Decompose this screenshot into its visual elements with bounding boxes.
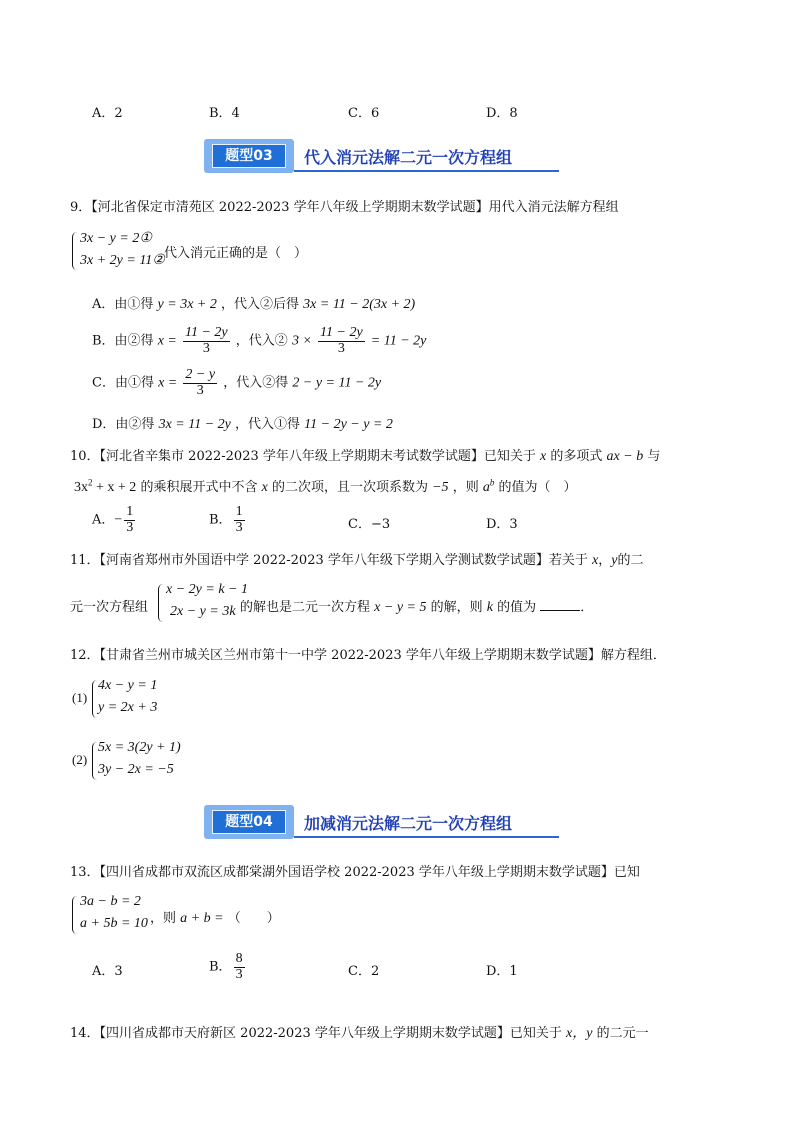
q10-a-den: 3 bbox=[126, 519, 134, 535]
q12-part2-eq2: 3y − 2x = −5 bbox=[98, 762, 174, 777]
q9-c-math2: 2 − y = 11 − 2y bbox=[292, 375, 382, 391]
q8-option-a[interactable]: A．2 bbox=[92, 106, 123, 121]
q10-var-x: x bbox=[540, 449, 547, 464]
q9-d-mid: ，代入①得 bbox=[235, 417, 301, 432]
q10-a-num: 1 bbox=[126, 504, 134, 519]
q10-ab-base: a bbox=[482, 480, 490, 495]
q12-stem: 12．【甘肃省兰州市城关区兰州市第十一中学 2022-2023 学年八年级上学期期末数学试题】解方程组． bbox=[70, 648, 666, 663]
q10-option-b[interactable] bbox=[209, 505, 247, 535]
q10-poly1: ax − b bbox=[606, 449, 644, 464]
q10-line2 bbox=[74, 476, 577, 496]
q9-eq1: 3x − y = 2① bbox=[80, 231, 152, 246]
q9-option-a[interactable] bbox=[92, 293, 415, 313]
section-title: 代入消元法解二元一次方程组 bbox=[304, 148, 513, 167]
q9-a-math2: 3x = 11 − 2(3x + 2) bbox=[303, 297, 416, 312]
q13-b-label: B． bbox=[209, 959, 232, 975]
section-tag-bg bbox=[204, 139, 294, 173]
q11-eq3: x − y = 5 bbox=[374, 600, 427, 615]
q9-option-b[interactable] bbox=[92, 326, 426, 356]
q10-b-label: B． bbox=[209, 512, 232, 528]
q13-eq2: a + 5b = 10 bbox=[80, 916, 148, 931]
q9-system-brace bbox=[72, 232, 77, 270]
section-tag-bg bbox=[204, 805, 294, 839]
q13-b-num: 8 bbox=[235, 951, 243, 966]
q10-poly2-exp: 2 bbox=[88, 477, 93, 488]
q9-eq2: 3x + 2y = 11② bbox=[80, 253, 165, 268]
q12-part1-label: (1) bbox=[72, 690, 88, 705]
q10-stem: 10．【河北省辛集市 2022-2023 学年八年级上学期期末考试数学试题】已知关于 bbox=[70, 449, 536, 464]
q10-b-fraction bbox=[234, 505, 245, 535]
q9-c-lhs: x = bbox=[158, 375, 178, 391]
section-title: 加减消元法解二元一次方程组 bbox=[304, 814, 513, 833]
q10-option-d[interactable]: D．3 bbox=[486, 517, 518, 532]
q9-c-label: C．由①得 bbox=[92, 375, 154, 391]
q13-system-brace bbox=[72, 896, 77, 934]
q9-b-math2a: 3 × bbox=[291, 333, 312, 349]
q10-a-sign: − bbox=[114, 512, 123, 528]
q12-part1-eq1: 4x − y = 1 bbox=[98, 678, 158, 693]
q10-b-den: 3 bbox=[235, 519, 243, 535]
q10-text-c: ，则 bbox=[452, 480, 479, 495]
q9-d-label: D．由②得 bbox=[92, 417, 155, 432]
q11-stem: 11．【河南省郑州市外国语中学 2022-2023 学年八年级下学期入学测试数学试题】若关于 bbox=[70, 553, 588, 568]
q13-paren: （ ） bbox=[227, 911, 280, 926]
q11-text-mid2: 的解，则 bbox=[430, 600, 483, 615]
q9-prompt: 代入消元正确的是（ ） bbox=[164, 246, 308, 261]
q13-stem: 13．【四川省成都市双流区成都棠湖外国语学校 2022-2023 学年八年级上学期期末数学试题】已知 bbox=[70, 865, 640, 880]
q11-eq2: 2x − y = 3k bbox=[170, 604, 236, 619]
q10-option-a[interactable] bbox=[92, 505, 137, 535]
q14-vars: x，y bbox=[566, 1026, 593, 1041]
q9-b-label: B．由②得 bbox=[92, 333, 154, 349]
q8-option-b[interactable]: B．4 bbox=[209, 106, 240, 121]
q9-b-fraction2 bbox=[318, 326, 365, 356]
q9-c-fraction bbox=[183, 368, 217, 398]
q13-expr: a + b = bbox=[180, 911, 224, 926]
q10-b-num: 1 bbox=[235, 504, 243, 519]
q11-system-brace bbox=[158, 584, 163, 622]
q9-b-fraction bbox=[183, 326, 230, 356]
q9-option-c[interactable] bbox=[92, 368, 381, 398]
q10-line1 bbox=[70, 445, 660, 465]
q10-poly2-base: 3x bbox=[74, 480, 88, 495]
q13-tail bbox=[150, 907, 280, 927]
q9-a-label: A．由①得 bbox=[92, 297, 154, 312]
q9-c-mid: ，代入②得 bbox=[223, 375, 289, 391]
q9-b-lhs: x = bbox=[157, 333, 177, 349]
q10-option-c[interactable]: C．−3 bbox=[348, 517, 391, 532]
q10-poly2-rest: + x + 2 bbox=[92, 480, 137, 495]
q9-b-num: 11 − 2y bbox=[185, 325, 228, 340]
q9-d-math1: 3x = 11 − 2y bbox=[158, 417, 231, 432]
q13-eq1: 3a − b = 2 bbox=[80, 894, 141, 909]
q9-d-math2: 11 − 2y − y = 2 bbox=[304, 417, 393, 432]
section-tag: 题型03 bbox=[212, 144, 286, 168]
q12-part2-brace bbox=[92, 742, 97, 780]
section-tag: 题型04 bbox=[212, 810, 286, 834]
q9-c-den: 3 bbox=[196, 382, 204, 398]
q11-eq1: x − 2y = k − 1 bbox=[166, 582, 248, 597]
q11-text-mid: 的解也是二元一次方程 bbox=[240, 600, 371, 615]
q13-b-fraction bbox=[234, 952, 245, 982]
q13-option-a[interactable]: A．3 bbox=[92, 964, 123, 979]
q11-line2-rest bbox=[240, 596, 593, 616]
q9-option-d[interactable] bbox=[92, 413, 393, 433]
q9-a-math1: y = 3x + 2 bbox=[157, 297, 217, 312]
section-underline bbox=[294, 836, 559, 838]
q13-option-c[interactable]: C．2 bbox=[348, 964, 380, 979]
q11-var-y: y bbox=[611, 553, 618, 568]
q10-text-b: 的二次项，且一次项系数为 bbox=[271, 480, 428, 495]
q13-b-den: 3 bbox=[235, 966, 243, 982]
q11-var-x: x bbox=[592, 553, 599, 568]
q11-answer-blank[interactable] bbox=[540, 598, 580, 611]
q10-coef: −5 bbox=[432, 480, 449, 495]
q13-option-d[interactable]: D．1 bbox=[486, 964, 518, 979]
q14-stem: 14．【四川省成都市天府新区 2022-2023 学年八年级上学期期末数学试题】已知关于 bbox=[70, 1026, 562, 1041]
q11-line2-pre: 元一次方程组 bbox=[70, 600, 149, 615]
q9-b-math2b: = 11 − 2y bbox=[370, 333, 427, 349]
q12-part2-label: (2) bbox=[72, 752, 88, 767]
q10-text-and: 与 bbox=[647, 449, 661, 464]
q8-option-d[interactable]: D．8 bbox=[486, 106, 518, 121]
q13-option-b[interactable] bbox=[209, 952, 247, 982]
q9-b-den: 3 bbox=[202, 340, 210, 356]
q10-a-fraction bbox=[124, 505, 135, 535]
q9-b-num2: 11 − 2y bbox=[320, 325, 363, 340]
q10-var-x2: x bbox=[261, 480, 268, 495]
q11-comma: ， bbox=[598, 553, 612, 568]
q9-a-mid: ，代入②后得 bbox=[221, 297, 300, 312]
q10-text-d: 的值为（ ） bbox=[498, 480, 577, 495]
q12-part1-eq2: y = 2x + 3 bbox=[98, 700, 158, 715]
q10-ab-exp: b bbox=[489, 477, 495, 488]
q11-line1 bbox=[70, 549, 643, 569]
section-underline bbox=[294, 170, 559, 172]
q11-var-k: k bbox=[486, 600, 493, 615]
q9-c-num: 2 − y bbox=[185, 367, 216, 382]
q8-option-c[interactable]: C．6 bbox=[348, 106, 380, 121]
q10-a-label: A． bbox=[92, 512, 115, 528]
q12-part1-brace bbox=[92, 680, 97, 718]
q11-text-end: 的值为 bbox=[497, 600, 537, 615]
q10-poly2 bbox=[74, 477, 137, 495]
q9-b-den2: 3 bbox=[337, 340, 345, 356]
q14-line-end: 的二元一 bbox=[596, 1026, 649, 1041]
q9-b-mid: ，代入② bbox=[235, 333, 288, 349]
q14-line1 bbox=[70, 1022, 649, 1042]
q13-text-then: ，则 bbox=[150, 911, 177, 926]
q12-part2-eq1: 5x = 3(2y + 1) bbox=[98, 740, 181, 755]
q10-text-poly: 的多项式 bbox=[550, 449, 603, 464]
q11-line1-end: 的二 bbox=[617, 553, 644, 568]
q11-period: ． bbox=[580, 600, 594, 615]
q9-stem: 9．【河北省保定市清苑区 2022-2023 学年八年级上学期期末数学试题】用代入消元法解方程组 bbox=[70, 200, 619, 215]
q10-text-a: 的乘积展开式中不含 bbox=[140, 480, 258, 495]
